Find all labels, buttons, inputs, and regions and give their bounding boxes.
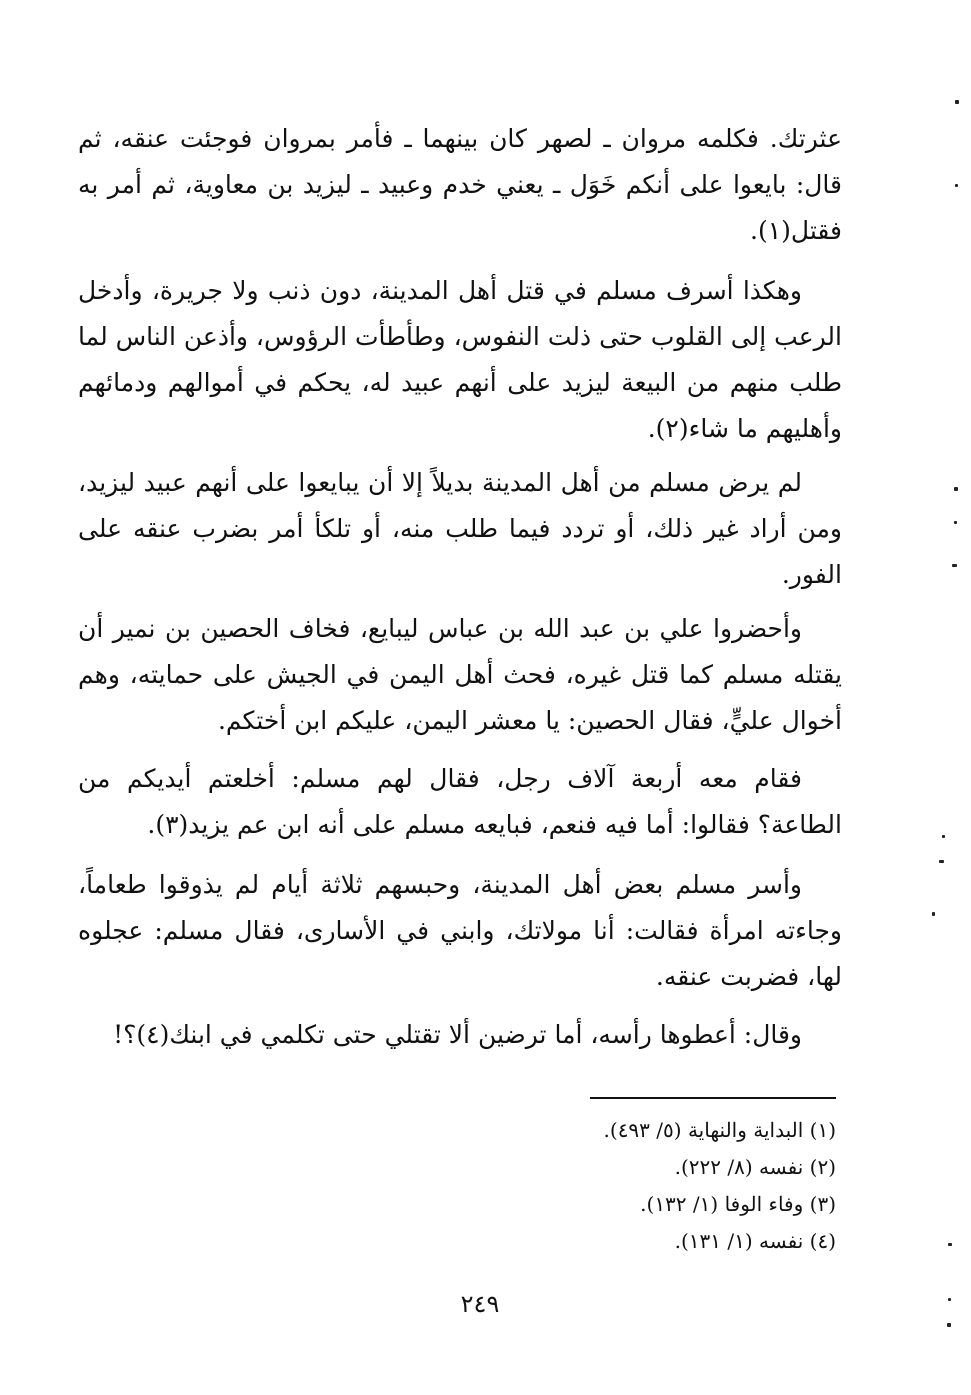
- scan-mark: [932, 912, 935, 916]
- scan-mark: [939, 860, 944, 863]
- scan-mark: [947, 1323, 951, 1327]
- paragraph-text: وأسر مسلم بعض أهل المدينة، وحبسهم ثلاثة أيام لم يذوقوا طعاماً، وجاءته امرأة فقالت: أنا مولاتك، وابني في الأسارى، فقال مسلم: عجلوه لها، فضربت عنقه.: [78, 870, 842, 991]
- paragraph-1: [78, 116, 842, 254]
- scan-mark: [952, 564, 957, 567]
- paragraph-text: وأحضروا علي بن عبد الله بن عباس ليبايع، فخاف الحصين بن نمير أن يقتله مسلم كما قتل غيره، فحث أهل اليمن في الجيش على حمايته، وهم أخوال عليٍّ، فقال الحصين: يا معشر اليمن، عليكم ابن أختكم.: [78, 614, 842, 735]
- paragraph-text: وهكذا أسرف مسلم في قتل أهل المدينة، دون ذنب ولا جريرة، وأدخل الرعب إلى القلوب حتى ذلت النفوس، وطأطأت الرؤوس، وأذعن الناس لما طلب منهم من البيعة ليزيد على أنهم عبيد له، يحكم في أموالهم ودمائهم وأهليهم ما شاء(٢).: [78, 276, 842, 443]
- footnote-2: (٢) نفسه (٨/ ٢٢٢).: [674, 1155, 836, 1179]
- page-number: ٢٤٩: [460, 1290, 500, 1318]
- scan-mark: [948, 1298, 951, 1301]
- paragraph-text: لم يرض مسلم من أهل المدينة بديلاً إلا أن يبايعوا على أنهم عبيد ليزيد، ومن أراد غير ذلك، أو تردد فيما طلب منه، أو تلكأ أمر بضرب عنقه على الفور.: [78, 468, 842, 589]
- scan-mark: [955, 100, 959, 104]
- paragraph-7: [78, 1012, 842, 1058]
- footnote-1: (١) البداية والنهاية (٥/ ٤٩٣).: [603, 1118, 836, 1142]
- scan-mark: [948, 1243, 952, 1246]
- paragraph-2: [78, 268, 842, 452]
- scan-mark: [942, 835, 945, 838]
- paragraph-text: عثرتك. فكلمه مروان ـ لصهر كان بينهما ـ فأمر بمروان فوجئت عنقه، ثم قال: بايعوا على أنكم خَوَل ـ يعني خدم وعبيد ـ ليزيد بن معاوية، ثم أمر به فقتل(١).: [78, 124, 842, 245]
- footnote-divider: [590, 1097, 836, 1099]
- footnotes: [500, 1112, 836, 1260]
- paragraph-5: [78, 756, 842, 848]
- footnote-3: (٣) وفاء الوفا (١/ ١٣٢).: [640, 1192, 836, 1216]
- paragraph-3: [78, 460, 842, 598]
- paragraph-4: [78, 606, 842, 744]
- scan-mark: [955, 184, 958, 187]
- paragraph-text: فقام معه أربعة آلاف رجل، فقال لهم مسلم: أخلعتم أيديكم من الطاعة؟ فقالوا: أما فيه فنعم، فبايعه مسلم على أنه ابن عم يزيد(٣).: [78, 764, 842, 839]
- paragraph-text: وقال: أعطوها رأسه، أما ترضين ألا تقتلي حتى تكلمي في ابنك(٤)؟!: [113, 1020, 802, 1049]
- scan-mark: [954, 487, 958, 491]
- footnote-4: (٤) نفسه (١/ ١٣١).: [674, 1229, 836, 1253]
- scan-mark: [954, 521, 957, 524]
- paragraph-6: [78, 862, 842, 1000]
